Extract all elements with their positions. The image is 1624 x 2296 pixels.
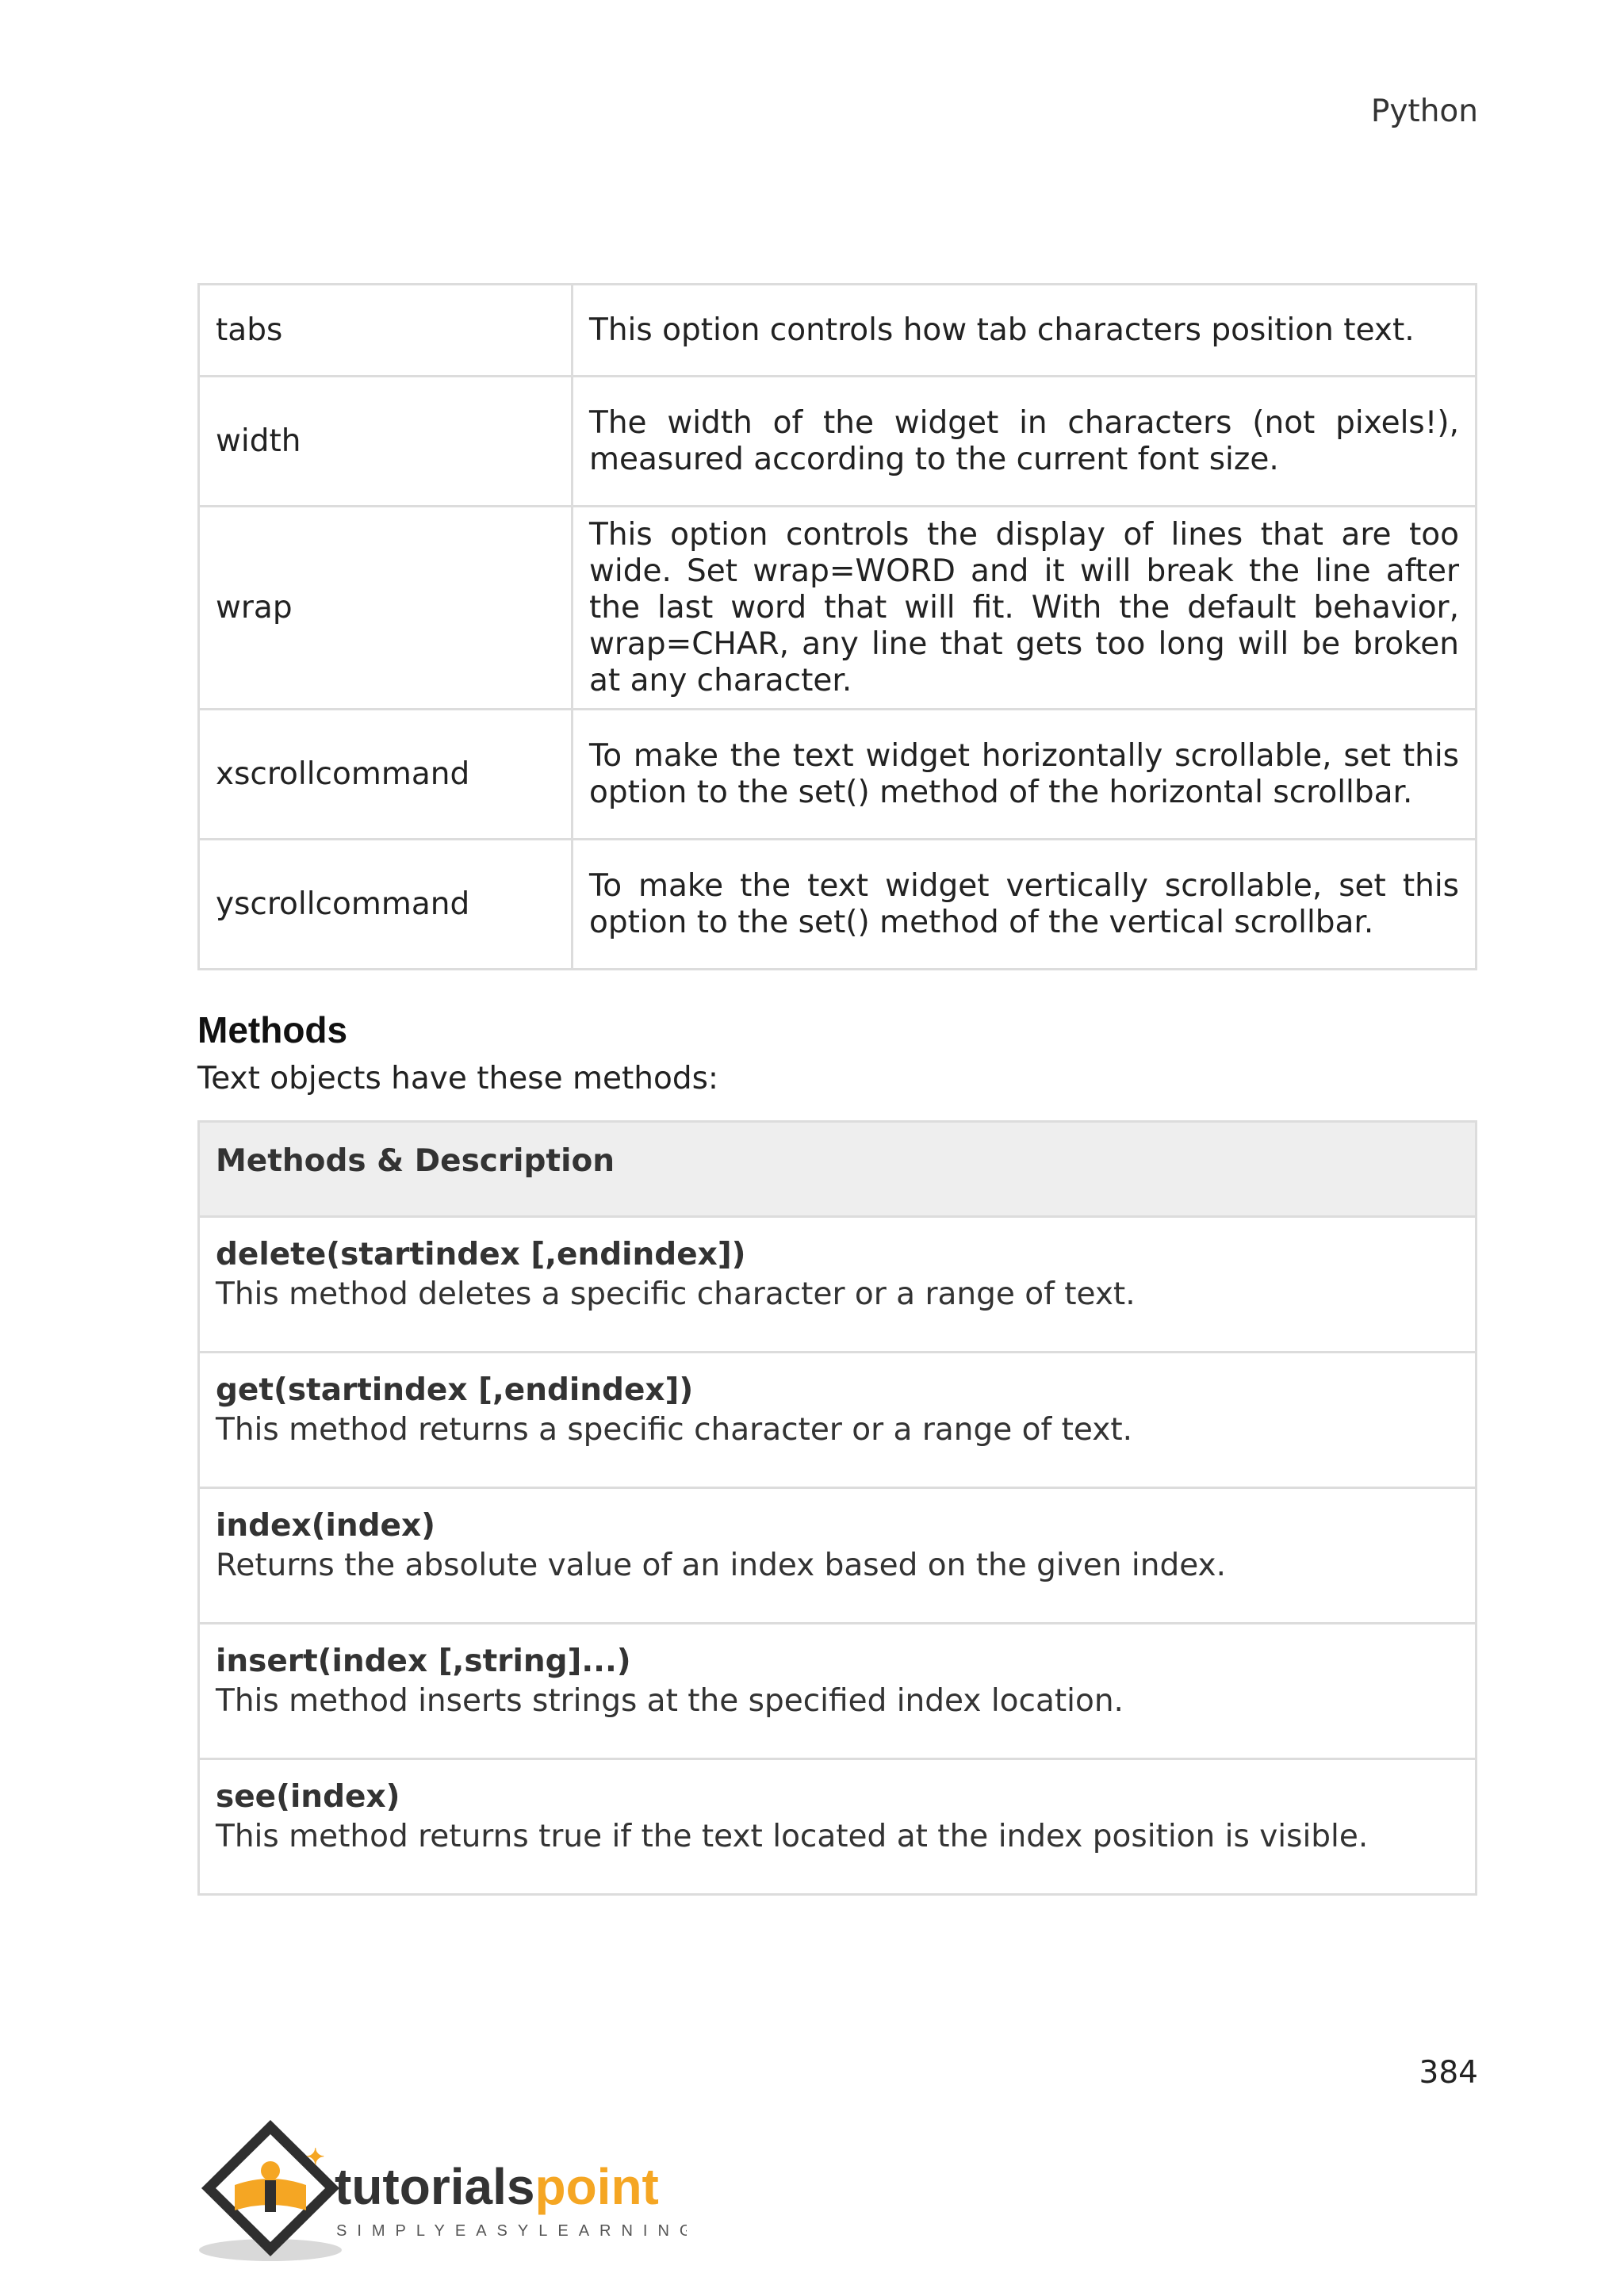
person-head-icon [261, 2161, 280, 2180]
method-name: get(startindex [,endindex]) [216, 1372, 694, 1408]
table-row [199, 1624, 1477, 1759]
option-description: This option controls the display of lines that are too wide. Set wrap=WORD and it will break the line after the last word that will fit. With the default behavior, wrap=CHAR, any line that gets too long will be broken at any character. [573, 507, 1477, 710]
table-row [199, 710, 1477, 840]
methods-table [197, 1120, 1477, 1896]
method-cell [199, 1488, 1477, 1624]
method-cell [199, 1353, 1477, 1488]
method-name: insert(index [,string]...) [216, 1644, 631, 1679]
option-name: wrap [199, 507, 573, 710]
table-row [199, 1217, 1477, 1353]
logo-tagline: SIMPLYEASYLEARNING [336, 2222, 687, 2240]
method-cell [199, 1217, 1477, 1353]
method-description: This method returns true if the text located at the index position is visible. [216, 1819, 1369, 1854]
option-description: To make the text widget horizontally scrollable, set this option to the set() method of the horizontal scrollbar. [573, 710, 1477, 840]
options-table [197, 283, 1477, 970]
section-heading: Methods [197, 1009, 348, 1050]
logo-graphic [195, 2115, 687, 2266]
method-cell [199, 1759, 1477, 1895]
table-row [199, 1759, 1477, 1895]
logo-wordmark-main: tutorials [335, 2158, 535, 2215]
table-row [199, 840, 1477, 970]
method-name: see(index) [216, 1779, 400, 1815]
method-name: delete(startindex [,endindex]) [216, 1237, 746, 1272]
page-header-title: Python [1370, 94, 1478, 129]
table-row [199, 285, 1477, 377]
option-name: yscrollcommand [199, 840, 573, 970]
method-description: This method inserts strings at the specified index location. [216, 1683, 1124, 1719]
table-row [199, 507, 1477, 710]
sparkle-icon: ✦ [306, 2145, 325, 2169]
person-body-icon [265, 2180, 276, 2212]
option-description: The width of the widget in characters (not pixels!), measured according to the current font size. [573, 377, 1477, 507]
option-name: xscrollcommand [199, 710, 573, 840]
table-row [199, 377, 1477, 507]
method-cell [199, 1624, 1477, 1759]
option-name: tabs [199, 285, 573, 377]
option-name: width [199, 377, 573, 507]
table-header-cell: Methods & Description [199, 1122, 1477, 1217]
logo-wordmark [335, 2158, 659, 2215]
option-description: To make the text widget vertically scrollable, set this option to the set() method of the vertical scrollbar. [573, 840, 1477, 970]
logo-wordmark-accent: point [534, 2158, 659, 2215]
tutorialspoint-logo [195, 2115, 687, 2269]
method-description: This method deletes a specific character or a range of text. [216, 1276, 1136, 1312]
method-description: Returns the absolute value of an index based on the given index. [216, 1548, 1226, 1583]
table-row [199, 1353, 1477, 1488]
option-description: This option controls how tab characters position text. [573, 285, 1477, 377]
method-name: index(index) [216, 1508, 435, 1544]
page-number: 384 [1419, 2055, 1478, 2091]
section-intro: Text objects have these methods: [197, 1061, 719, 1096]
table-row [199, 1488, 1477, 1624]
table-header-row [199, 1122, 1477, 1217]
method-description: This method returns a specific character or a range of text. [216, 1412, 1133, 1448]
